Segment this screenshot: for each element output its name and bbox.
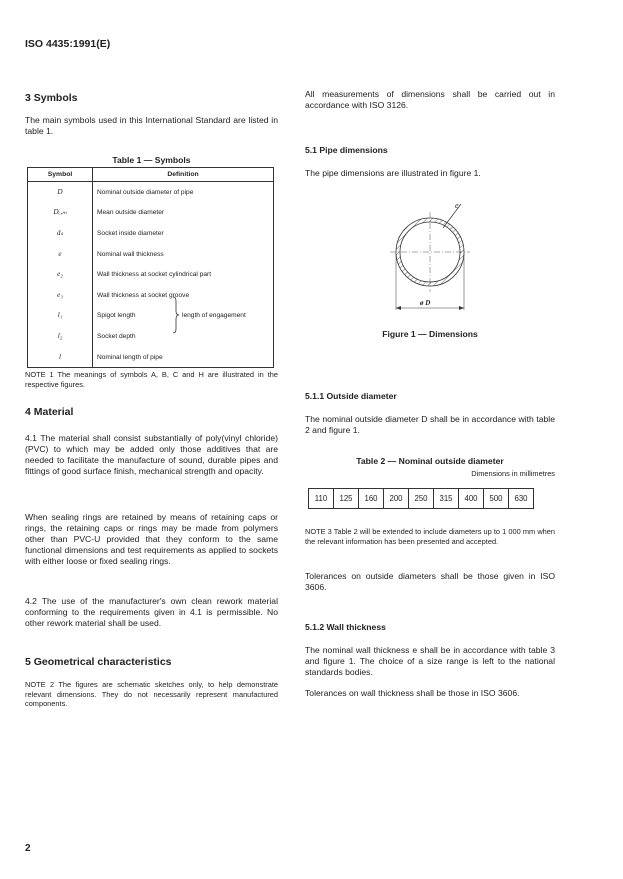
section-5-1-1-text: The nominal outside diameter D shall be in accordance with table 2 and figure 1. [305,414,555,435]
table-row [28,264,274,285]
note-2: NOTE 2 The figures are schematic sketches only, to help demonstrate relevant dimensions. They do not necessarily represent manufactured components. [25,680,278,708]
outside-diameter-tolerance: Tolerances on outside diameters shall be those given in ISO 3606. [305,571,555,592]
definition-cell: Nominal outside diameter of pipe [93,182,274,203]
symbol-cell: e₃ [28,285,93,306]
definition-cell: Nominal length of pipe [93,347,274,368]
figure-1-caption: Figure 1 — Dimensions [382,329,478,339]
section-5-1-2-text: The nominal wall thickness e shall be in accordance with table 3 and figure 1. The choice of a size range is left to the national standards bodies. [305,645,555,677]
symbol-cell: l [28,347,93,368]
paragraph-4-1: 4.1 The material shall consist substantially of poly(vinyl chloride) (PVC) to which may be added only those additives that are needed to facilitate the manufacture of sound, durable pipes and fittings of good surface finish, mechanical strength and opacity. [25,433,278,476]
figure-label-diameter: ø D [420,299,431,307]
symbol-cell: e₂ [28,264,93,285]
definition-cell: Wall thickness at socket groove [93,285,274,306]
table-row [28,182,274,203]
symbol-cell: e [28,244,93,265]
symbol-cell: D [28,182,93,203]
figure-label-e: e [455,201,459,210]
section-5-1-text: The pipe dimensions are illustrated in figure 1. [305,168,481,178]
diameter-cell: 250 [409,489,434,509]
table-1-caption: Table 1 — Symbols [112,155,191,165]
diameter-cell: 500 [484,489,509,509]
table-row [309,489,534,509]
table-2-caption: Table 2 — Nominal outside diameter [356,456,504,466]
symbol-cell: Dₑ,ₘ [28,203,93,224]
document-header: ISO 4435:1991(E) [25,38,111,50]
page-number: 2 [25,843,31,854]
table-row [28,326,274,347]
symbol-cell: l₂ [28,326,93,347]
note-1: NOTE 1 The meanings of symbols A, B, C and H are illustrated in the respective figures. [25,370,278,389]
paragraph-4-2: 4.2 The use of the manufacturer's own clean rework material conforming to the requirements given in 4.1 is permissible. No other rework material shall be used. [25,596,278,628]
col-symbol-header: Symbol [28,168,93,182]
definition-cell: Mean outside diameter [93,203,274,224]
diameter-cell: 630 [509,489,534,509]
table-2-units: Dimensions in millimetres [471,469,555,478]
pipe-cross-section-figure [385,198,485,316]
wall-thickness-tolerance: Tolerances on wall thickness shall be those in ISO 3606. [305,688,520,698]
symbol-cell: dₛ [28,223,93,244]
note-3: NOTE 3 Table 2 will be extended to include diameters up to 1 000 mm when the relevant information has been presented and accepted. [305,527,555,546]
table-row [28,347,274,368]
table-row [28,203,274,224]
section-3-title: 3 Symbols [25,92,78,104]
diameter-cell: 125 [334,489,359,509]
diameter-cell: 160 [359,489,384,509]
section-5-1-2-title: 5.1.2 Wall thickness [305,622,386,632]
section-5-1-1-title: 5.1.1 Outside diameter [305,391,397,401]
symbols-table [27,167,274,368]
section-4-title: 4 Material [25,406,74,418]
engagement-label: length of engagement [182,312,246,319]
definition-cell: Spigot length [93,306,274,327]
measurement-statement: All measurements of dimensions shall be carried out in accordance with ISO 3126. [305,89,555,110]
section-5-title: 5 Geometrical characteristics [25,656,172,668]
symbol-cell: l₁ [28,306,93,327]
diameter-cell: 400 [459,489,484,509]
section-3-intro: The main symbols used in this International Standard are listed in table 1. [25,115,278,136]
table-row [28,285,274,306]
diameter-cell: 110 [309,489,334,509]
diameter-cell: 200 [384,489,409,509]
diameter-table [308,488,534,509]
brace-icon [171,296,181,334]
definition-cell: Socket inside diameter [93,223,274,244]
paragraph-4-1-retaining: When sealing rings are retained by means of retaining caps or rings, the retaining caps or rings may be made from polymers other than PVC-U provided that they conform to the same functional dimensions and test requirements as applied to sockets with either loose or fixed sealing rings. [25,512,278,566]
section-5-1-title: 5.1 Pipe dimensions [305,145,388,155]
diameter-cell: 315 [434,489,459,509]
definition-cell: Nominal wall thickness [93,244,274,265]
definition-cell: Wall thickness at socket cylindrical part [93,264,274,285]
definition-cell: Socket depth [93,326,274,347]
table-row [28,223,274,244]
col-definition-header: Definition [93,168,274,182]
table-row [28,244,274,265]
